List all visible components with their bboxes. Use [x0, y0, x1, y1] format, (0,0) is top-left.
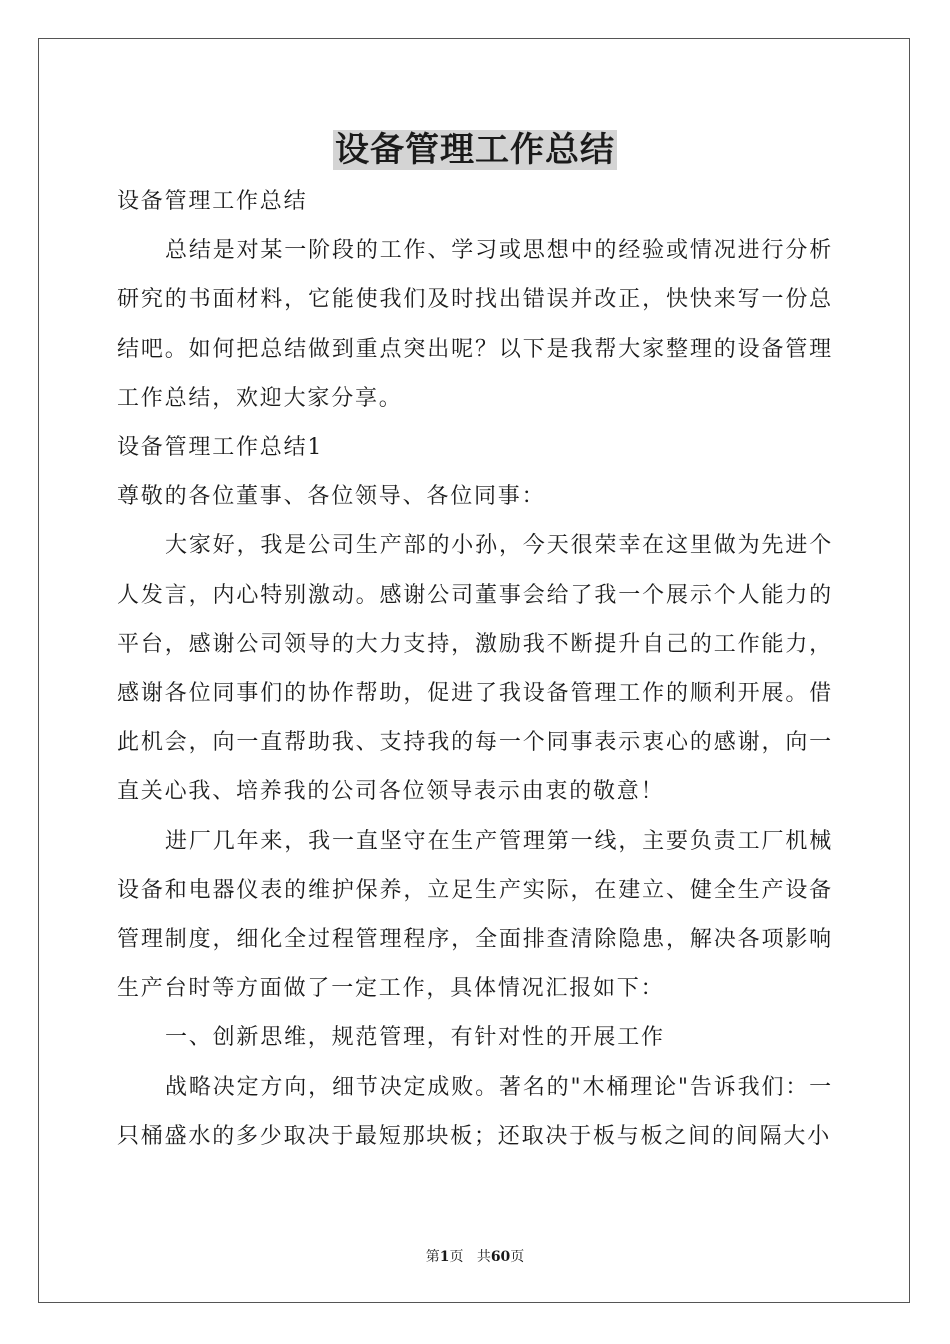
salutation: 尊敬的各位董事、各位领导、各位同事：: [117, 484, 546, 510]
section-heading: 设备管理工作总结1: [117, 435, 324, 460]
total-pages: 60: [490, 1249, 511, 1265]
total-suffix: 页: [510, 1249, 525, 1265]
numbered-heading-1: 一、创新思维，规范管理，有针对性的开展工作: [165, 1025, 665, 1051]
document-title-text: 设备管理工作总结: [335, 130, 615, 170]
page-suffix: 页: [449, 1249, 464, 1265]
document-body: [117, 177, 833, 1161]
page-prefix: 第: [425, 1249, 440, 1265]
body-paragraph-3: 战略决定方向，细节决定成败。著名的"木桶理论"告诉我们：一只桶盛水的多少取决于最短那块板；还取决于板与板之间的间隔大小: [117, 1074, 833, 1149]
page-number: 1: [439, 1249, 450, 1265]
document-subtitle: 设备管理工作总结: [117, 189, 308, 214]
total-prefix: 共: [476, 1249, 491, 1265]
intro-paragraph: 总结是对某一阶段的工作、学习或思想中的经验或情况进行分析研究的书面材料，它能使我们及时找出错误并改正，快快来写一份总结吧。如何把总结做到重点突出呢？以下是我帮大家整理的设备管理工作总结，欢迎大家分享。: [117, 238, 833, 411]
body-paragraph-1: 大家好，我是公司生产部的小孙，今天很荣幸在这里做为先进个人发言，内心特别激动。感谢公司董事会给了我一个展示个人能力的平台，感谢公司领导的大力支持，激励我不断提升自己的工作能力，感谢各位同事们的协作帮助，促进了我设备管理工作的顺利开展。借此机会，向一直帮助我、支持我的每一个同事表示衷心的感谢，向一直关心我、培养我的公司各位领导表示由衷的敬意！: [117, 533, 833, 805]
body-paragraph-2: 进厂几年来，我一直坚守在生产管理第一线，主要负责工厂机械设备和电器仪表的维护保养，立足生产实际，在建立、健全生产设备管理制度，细化全过程管理程序，全面排查清除隐患，解决各项影响生产台时等方面做了一定工作，具体情况汇报如下：: [117, 828, 833, 1002]
document-title: [0, 128, 950, 172]
page-footer: [0, 1248, 950, 1266]
